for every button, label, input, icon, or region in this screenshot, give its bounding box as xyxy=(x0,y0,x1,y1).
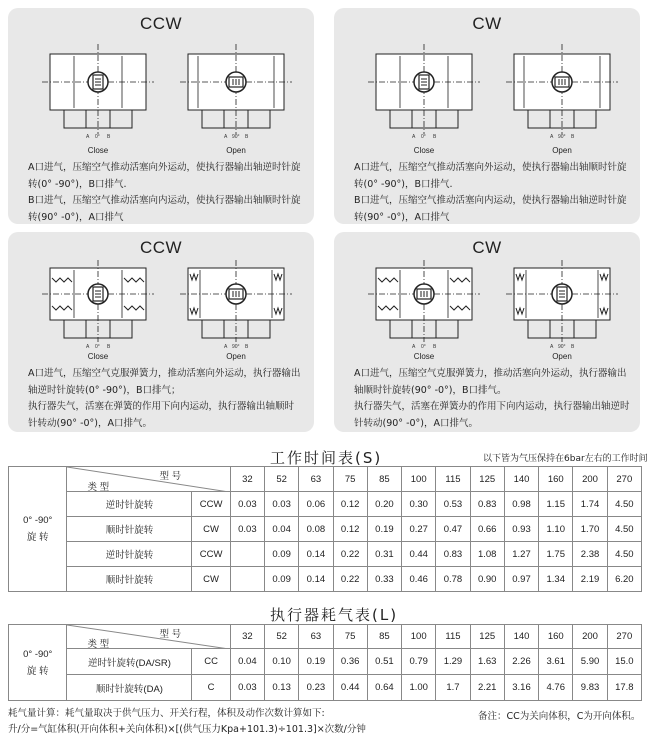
description-line: A口进气，压缩空气推动活塞向外运动，使执行器输出轴顺时针旋 xyxy=(354,162,627,173)
table-cell: 5.90 xyxy=(573,649,607,675)
table-cell: 2.38 xyxy=(573,542,607,567)
table-cell: 4.50 xyxy=(607,492,641,517)
table-cell: 0.04 xyxy=(230,649,264,675)
working-time-table-title: 工作时间表(S) xyxy=(270,449,383,467)
angle-tick: 90° xyxy=(558,134,566,140)
group-label-cell xyxy=(9,467,67,592)
close-label: Close xyxy=(87,352,109,361)
table-cell: 0.20 xyxy=(367,492,401,517)
description-line: 转(90° -0°)，A口排气 xyxy=(354,211,450,223)
angle-tick: 90° xyxy=(232,134,240,140)
table-cell: 125 xyxy=(470,625,504,649)
port-a-tick: A xyxy=(412,134,416,140)
panel-double-acting-ccw xyxy=(8,8,314,224)
table-cell: 115 xyxy=(436,625,470,649)
table-cell: 逆时针旋转 xyxy=(67,492,192,517)
table-cell: 0.78 xyxy=(436,567,470,592)
table-cell: 0.83 xyxy=(436,542,470,567)
table-cell: 0.09 xyxy=(265,567,299,592)
table-row xyxy=(9,649,642,675)
description-line: A口进气，压缩空气克服弹簧力，推动活塞向外运动，执行器输出 xyxy=(28,368,301,379)
panel-title: CCW xyxy=(139,238,183,257)
table-cell: 1.29 xyxy=(436,649,470,675)
angle-tick: 0° xyxy=(95,134,100,140)
table-cell: CCW xyxy=(192,492,230,517)
table-cell: 1.10 xyxy=(539,517,573,542)
port-a-tick: A xyxy=(412,344,416,350)
table-row xyxy=(9,567,642,592)
table-cell: 0.14 xyxy=(299,542,333,567)
type-model-header xyxy=(67,625,230,649)
description-line: A口进气，压缩空气推动活塞向外运动，使执行器输出轴逆时针旋 xyxy=(28,162,301,173)
description-line: 轴顺时针旋转(90° -0°)，B口排气。 xyxy=(354,384,507,396)
table-cell: 160 xyxy=(539,467,573,492)
table-cell: 52 xyxy=(265,467,299,492)
close-label: Close xyxy=(413,146,435,155)
table-cell: CW xyxy=(192,517,230,542)
table-cell: 0.30 xyxy=(402,492,436,517)
table-cell: 顺时针旋转 xyxy=(67,567,192,592)
port-b-tick: B xyxy=(107,344,111,350)
table-cell: 1.75 xyxy=(539,542,573,567)
table-cell: 0.12 xyxy=(333,492,367,517)
table-cell: 0.33 xyxy=(367,567,401,592)
table-cell: 140 xyxy=(504,467,538,492)
panel-double-acting-cw xyxy=(334,8,640,224)
table-cell: 0.03 xyxy=(230,492,264,517)
panel-description xyxy=(354,160,626,226)
description-line: 针转动(90° -0°)，A口排气。 xyxy=(28,417,152,429)
table-cell: 0.03 xyxy=(230,675,264,701)
air-consumption-table-title: 执行器耗气表(L) xyxy=(270,606,399,624)
table-cell: 1.08 xyxy=(470,542,504,567)
table-cell: 100 xyxy=(402,625,436,649)
table-cell: 0.06 xyxy=(299,492,333,517)
table-cell: 1.00 xyxy=(402,675,436,701)
port-b-tick: B xyxy=(571,344,575,350)
table-cell: 63 xyxy=(299,625,333,649)
table-cell: 52 xyxy=(265,625,299,649)
description-line: 针转动(90° -0°)，A口排气。 xyxy=(354,417,478,429)
table-cell: 270 xyxy=(607,467,641,492)
port-a-tick: A xyxy=(224,344,228,350)
group-label-cell xyxy=(9,625,67,701)
table-cell: 0.93 xyxy=(504,517,538,542)
port-b-tick: B xyxy=(433,134,437,140)
table-cell: 0.51 xyxy=(367,649,401,675)
table-cell: 0.13 xyxy=(265,675,299,701)
table-cell: CC xyxy=(192,649,230,675)
consumption-formula: 升/分=气缸体积(开向体积+关向体积)×[(供气压力Kpa+101.3)÷101.3]×次数/分钟 xyxy=(8,724,366,735)
table-cell: 0.10 xyxy=(265,649,299,675)
table-cell: 0.14 xyxy=(299,567,333,592)
close-label: Close xyxy=(87,146,109,155)
table-cell: 0.31 xyxy=(367,542,401,567)
table-cell: 200 xyxy=(573,625,607,649)
table-cell: 85 xyxy=(367,467,401,492)
angle-tick: 0° xyxy=(421,344,426,350)
description-line: 转(0° -90°)，B口排气. xyxy=(354,178,453,190)
description-line: 转(0° -90°)，B口排气. xyxy=(28,178,127,190)
table-cell: 4.50 xyxy=(607,517,641,542)
table-cell: 4.50 xyxy=(607,542,641,567)
angle-tick: 0° xyxy=(95,344,100,350)
table-cell: 0.36 xyxy=(333,649,367,675)
table-cell: 0.97 xyxy=(504,567,538,592)
description-line: A口进气，压缩空气克服弹簧力，推动活塞向外运动，执行器输出 xyxy=(354,368,627,379)
table-cell: 0.27 xyxy=(402,517,436,542)
port-b-tick: B xyxy=(107,134,111,140)
port-b-tick: B xyxy=(433,344,437,350)
table-cell: 100 xyxy=(402,467,436,492)
open-label: Open xyxy=(226,352,246,361)
description-line: 执行器失气，活塞在弹簧办的作用下向内运动，执行器输出轴逆时 xyxy=(354,401,630,412)
port-a-tick: A xyxy=(550,134,554,140)
angle-tick: 0° xyxy=(421,134,426,140)
table-cell: 3.16 xyxy=(504,675,538,701)
panel-spring-return-ccw xyxy=(8,232,314,432)
table-row xyxy=(9,675,642,701)
description-line: 执行器失气，活塞在弹簧的作用下向内运动，执行器输出轴顺时 xyxy=(28,401,295,412)
table-cell: 0.83 xyxy=(470,492,504,517)
table-cell: 0.44 xyxy=(333,675,367,701)
table-cell: C xyxy=(192,675,230,701)
group-label: 旋 转 xyxy=(26,532,49,543)
table-cell: 0.08 xyxy=(299,517,333,542)
panel-title: CCW xyxy=(139,14,183,33)
panel-description xyxy=(354,366,630,432)
table-cell: 0.79 xyxy=(402,649,436,675)
table-cell: 0.23 xyxy=(299,675,333,701)
table-cell: 1.70 xyxy=(573,517,607,542)
table-cell: 125 xyxy=(470,467,504,492)
table-cell: 3.61 xyxy=(539,649,573,675)
table-cell: 15.0 xyxy=(607,649,641,675)
table-cell: 0.03 xyxy=(230,517,264,542)
table-cell: 顺时针旋转(DA) xyxy=(67,675,192,701)
table-cell: 160 xyxy=(539,625,573,649)
working-time-table xyxy=(8,466,642,592)
remark-note: 备注：CC为关向体积，C为开向体积。 xyxy=(478,711,641,722)
table-cell: 1.34 xyxy=(539,567,573,592)
table-cell: 1.63 xyxy=(470,649,504,675)
table-cell: 1.74 xyxy=(573,492,607,517)
table-cell: CCW xyxy=(192,542,230,567)
table-cell: 32 xyxy=(230,625,264,649)
table-cell: 0.46 xyxy=(402,567,436,592)
table-row xyxy=(9,542,642,567)
panel-description xyxy=(28,366,300,432)
panel-spring-return-cw xyxy=(334,232,640,432)
consumption-formula-intro: 耗气量计算：耗气量取决于供气压力、开关行程，体积及动作次数计算如下: xyxy=(8,708,325,719)
table-cell: 2.21 xyxy=(470,675,504,701)
description-line: B口进气，压缩空气推动活塞向内运动，使执行器输出轴逆时针旋 xyxy=(354,195,627,206)
table-cell: 0.22 xyxy=(333,567,367,592)
table-cell: 1.15 xyxy=(539,492,573,517)
table-cell: 0.53 xyxy=(436,492,470,517)
port-b-tick: B xyxy=(571,134,575,140)
table-cell: 逆时针旋转(DA/SR) xyxy=(67,649,192,675)
group-label: 旋 转 xyxy=(26,665,49,677)
header-label: 类 型 xyxy=(87,639,110,650)
table-cell: 85 xyxy=(367,625,401,649)
header-label: 型 号 xyxy=(159,629,182,640)
table-cell: 140 xyxy=(504,625,538,649)
port-a-tick: A xyxy=(86,344,90,350)
table-cell: 63 xyxy=(299,467,333,492)
table-cell: 2.26 xyxy=(504,649,538,675)
table-cell: 逆时针旋转 xyxy=(67,542,192,567)
working-time-note: 以下皆为气压保持在6bar左右的工作时间 xyxy=(483,454,648,464)
port-b-tick: B xyxy=(245,344,249,350)
table-cell: 0.44 xyxy=(402,542,436,567)
table-cell: 0.22 xyxy=(333,542,367,567)
header-label: 型 号 xyxy=(159,471,182,482)
table-row xyxy=(9,517,642,542)
table-cell: 17.8 xyxy=(607,675,641,701)
table-cell: 1.7 xyxy=(436,675,470,701)
header-label: 类 型 xyxy=(87,482,110,493)
port-a-tick: A xyxy=(224,134,228,140)
port-b-tick: B xyxy=(245,134,249,140)
table-cell: 32 xyxy=(230,467,264,492)
table-cell: CW xyxy=(192,567,230,592)
table-cell: 6.20 xyxy=(607,567,641,592)
table-cell: 0.09 xyxy=(265,542,299,567)
table-cell: 4.76 xyxy=(539,675,573,701)
table-cell: 0.66 xyxy=(470,517,504,542)
table-cell: 0.19 xyxy=(367,517,401,542)
table-cell xyxy=(230,567,264,592)
open-label: Open xyxy=(226,146,246,155)
table-cell: 200 xyxy=(573,467,607,492)
table-cell: 0.03 xyxy=(265,492,299,517)
table-cell: 75 xyxy=(333,467,367,492)
port-a-tick: A xyxy=(550,344,554,350)
table-cell: 2.19 xyxy=(573,567,607,592)
table-cell: 9.83 xyxy=(573,675,607,701)
table-cell: 75 xyxy=(333,625,367,649)
open-label: Open xyxy=(552,352,572,361)
angle-tick: 90° xyxy=(232,344,240,350)
table-cell: 1.27 xyxy=(504,542,538,567)
table-cell: 0.19 xyxy=(299,649,333,675)
table-header-row xyxy=(9,625,642,649)
port-a-tick: A xyxy=(86,134,90,140)
description-line: B口进气，压缩空气推动活塞向内运动，使执行器输出轴顺时针旋 xyxy=(28,195,301,206)
table-cell: 0.47 xyxy=(436,517,470,542)
group-label: 0° -90° xyxy=(23,515,53,526)
panel-description xyxy=(28,160,300,226)
table-cell: 115 xyxy=(436,467,470,492)
table-cell: 0.98 xyxy=(504,492,538,517)
table-cell: 0.64 xyxy=(367,675,401,701)
group-label: 0° -90° xyxy=(23,648,53,660)
panel-title: CW xyxy=(472,14,502,33)
table-cell: 0.90 xyxy=(470,567,504,592)
table-row xyxy=(9,492,642,517)
table-cell: 0.04 xyxy=(265,517,299,542)
angle-tick: 90° xyxy=(558,344,566,350)
table-cell: 270 xyxy=(607,625,641,649)
description-line: 轴逆时针旋转(0° -90°)，B口排气； xyxy=(28,384,181,396)
table-header-row xyxy=(9,467,642,492)
table-cell: 顺时针旋转 xyxy=(67,517,192,542)
description-line: 转(90° -0°)，A口排气 xyxy=(28,211,124,223)
open-label: Open xyxy=(552,146,572,155)
type-model-header xyxy=(67,467,230,492)
table-cell: 0.12 xyxy=(333,517,367,542)
close-label: Close xyxy=(413,352,435,361)
table-cell xyxy=(230,542,264,567)
panel-title: CW xyxy=(472,238,502,257)
air-consumption-table xyxy=(8,624,642,701)
